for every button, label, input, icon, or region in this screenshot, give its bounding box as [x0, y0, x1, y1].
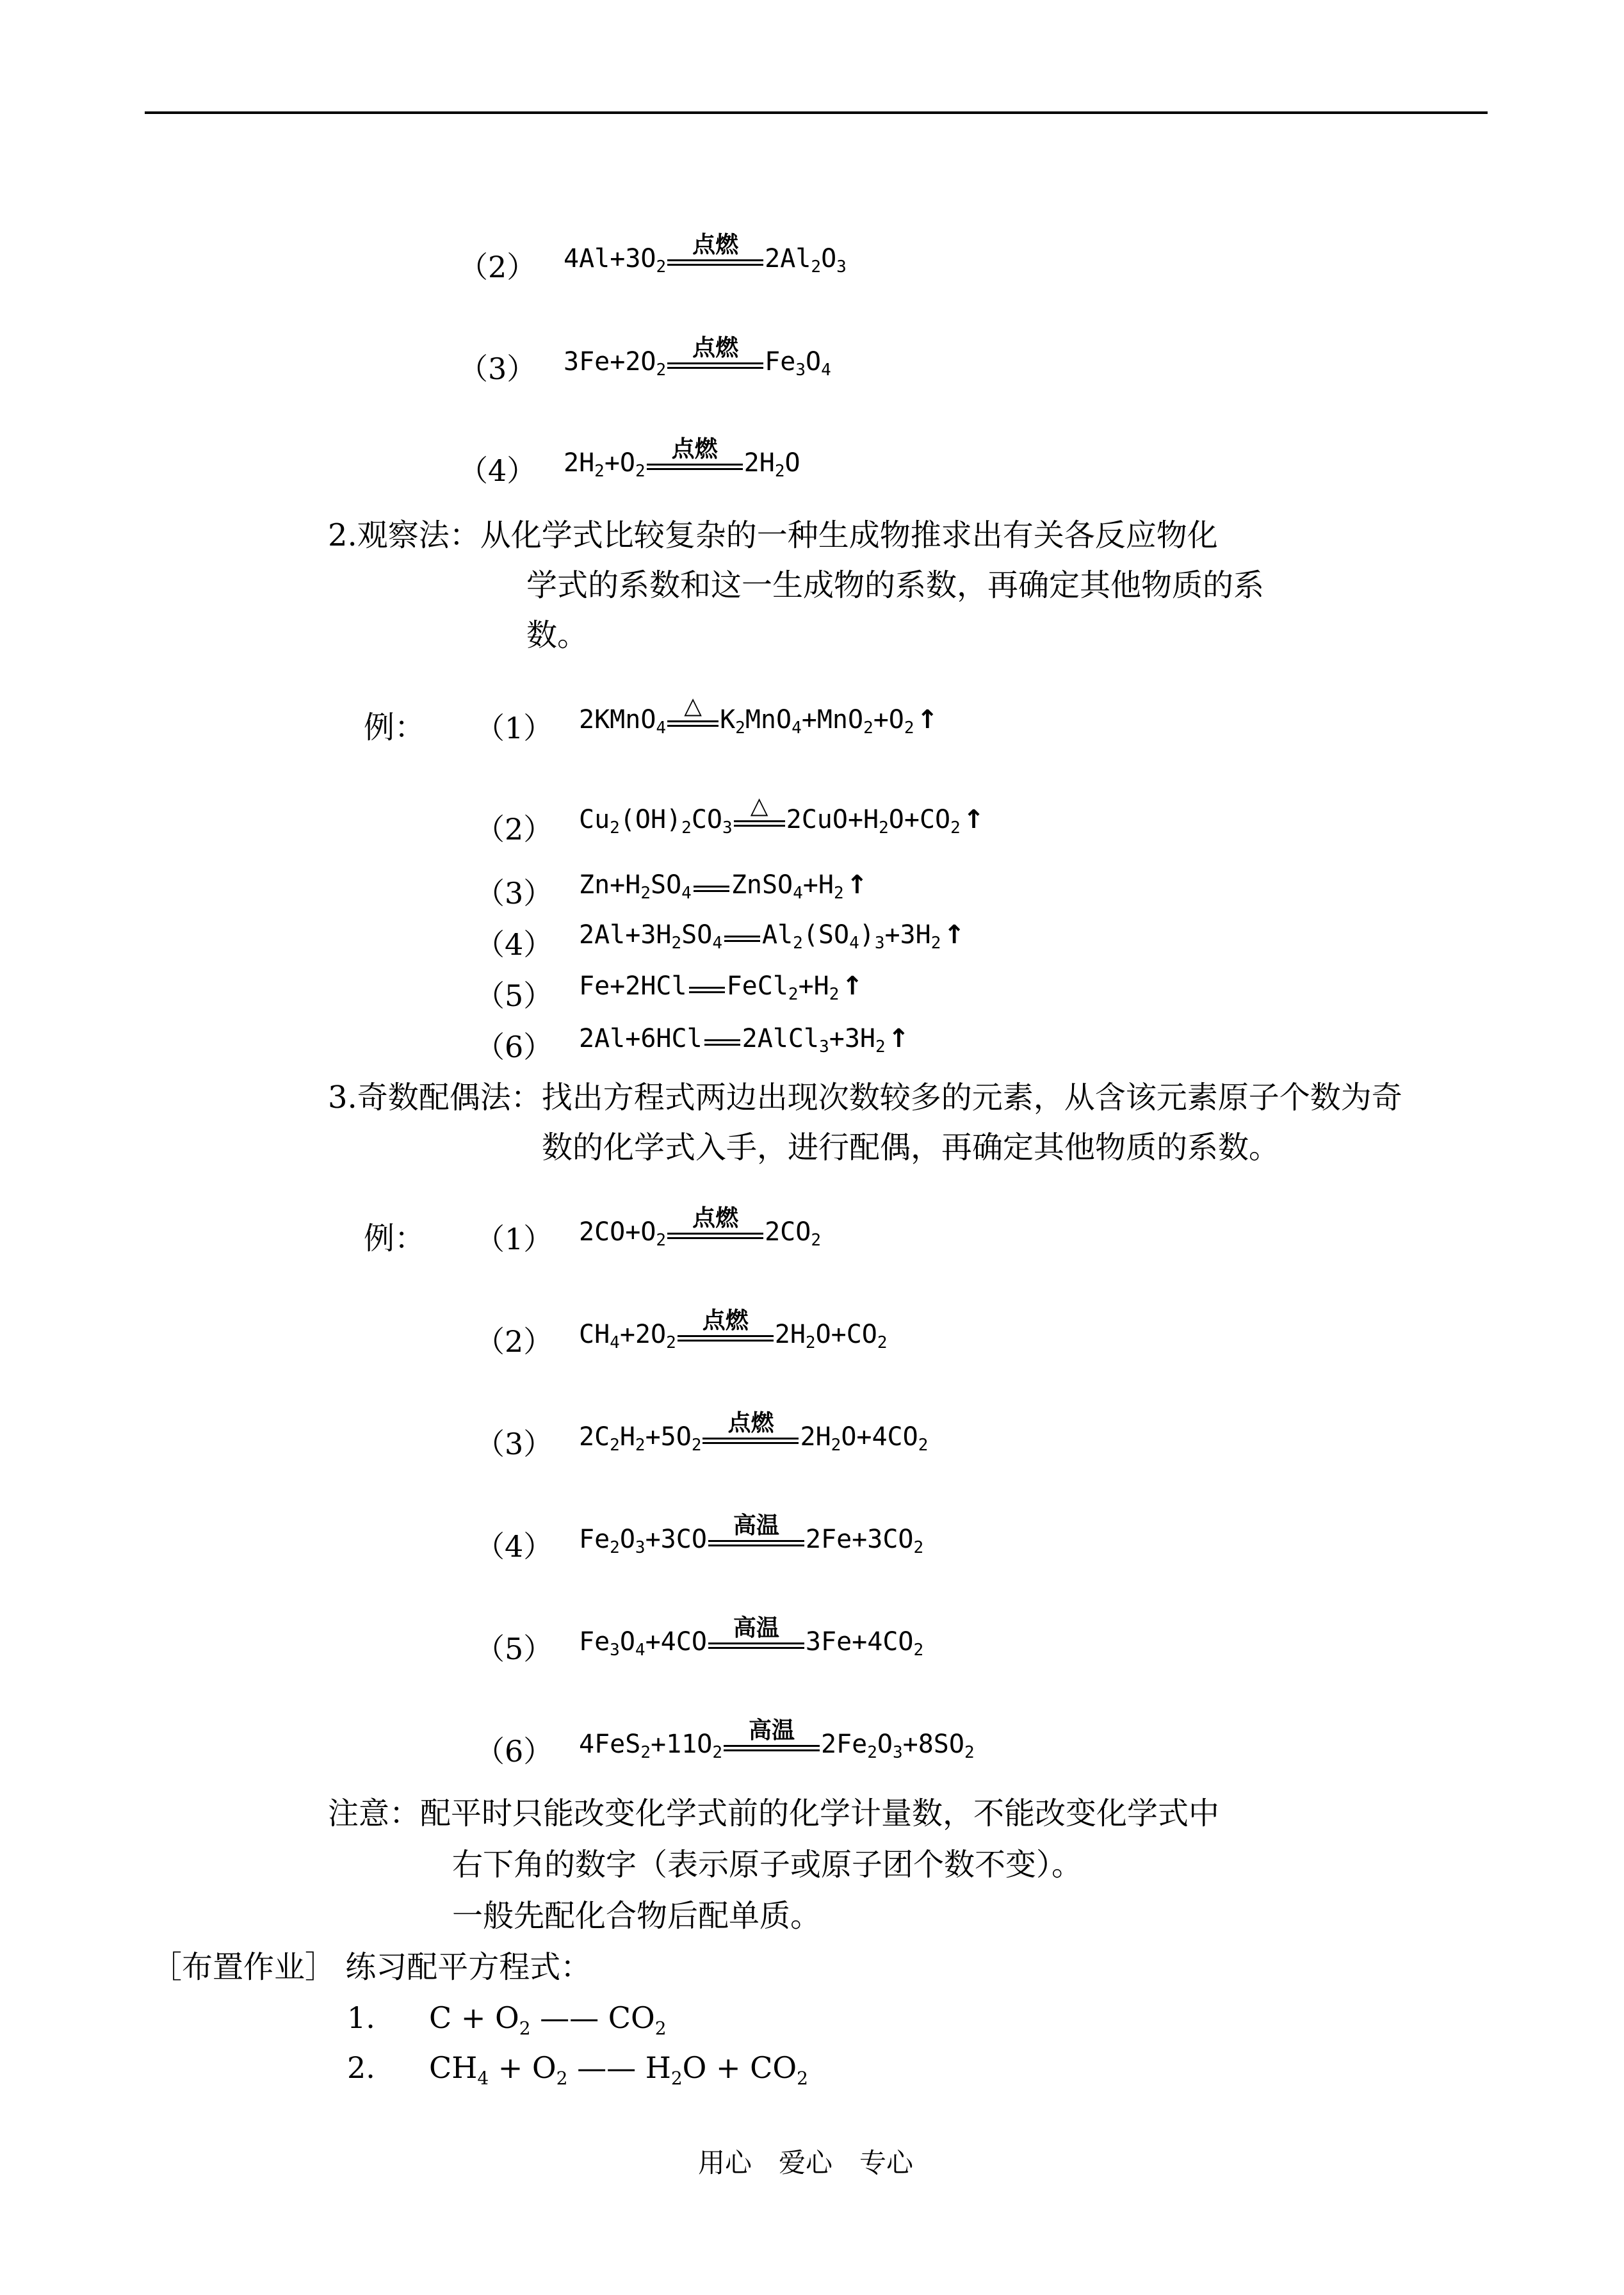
m2-eq5: [579, 971, 863, 1004]
gas-arrow-icon: ↑: [841, 971, 863, 1001]
equation-rhs: $2H_2O+CO_2$: [774, 1320, 888, 1352]
equation-lhs: 2Al+6HCl: [579, 1024, 702, 1053]
reaction-condition-label: 点燃: [692, 1205, 739, 1231]
equation-lhs: Fe+2HCl: [579, 971, 687, 1001]
equation-lhs: 2KMnO$_4$: [579, 705, 667, 738]
note-line2: 右下角的数字（表示原子或原子团个数不变）。: [452, 1847, 1083, 1883]
equation-lhs: $Fe_2O_3+3CO$: [579, 1525, 707, 1557]
m3-example-label: 例：: [364, 1220, 426, 1256]
m3-eq2-index: （2）: [475, 1324, 553, 1359]
m2-eq6: [579, 1024, 910, 1057]
equation-lhs: $Zn+H_2SO_4$: [579, 870, 692, 903]
equals-sign: [694, 886, 729, 892]
reaction-condition-sign: [667, 693, 719, 727]
reaction-condition-sign: [667, 1205, 763, 1239]
m1-eq2-index: （2）: [459, 250, 537, 284]
gas-arrow-icon: ↑: [943, 920, 965, 950]
equation-rhs: $2CO_2$: [765, 1217, 821, 1250]
m3-eq5-index: （5）: [475, 1632, 553, 1666]
m1-eq3: [564, 335, 831, 380]
equals-sign: [724, 936, 760, 942]
m3-eq3-index: （3）: [475, 1427, 553, 1461]
m3-eq4: [579, 1512, 924, 1557]
reaction-condition-label: △: [684, 693, 702, 719]
m2-title: 2.观察法：从化学式比较复杂的一种生成物推求出有关各反应物化: [328, 517, 1218, 553]
reaction-condition-sign: [667, 232, 763, 266]
m2-eq3: [579, 870, 868, 903]
header-rule: [145, 111, 1488, 114]
equation-rhs: $2CuO+H_2O+CO_2$: [786, 805, 961, 838]
note-line1: 注意：配平时只能改变化学式前的化学计量数，不能改变化学式中: [328, 1796, 1220, 1831]
reaction-condition-sign: [667, 335, 763, 369]
m3-eq6-index: （6）: [475, 1734, 553, 1769]
reaction-condition-sign: [647, 436, 743, 470]
reaction-condition-label: 点燃: [702, 1308, 749, 1334]
equation-rhs: $Al_2(SO_4)_3+3H_2$: [761, 920, 941, 953]
reaction-condition-label: 点燃: [671, 436, 718, 462]
equation-rhs: $ZnSO_4+H_2$: [731, 870, 844, 903]
m2-eq4-index: （4）: [475, 927, 553, 962]
m2-eq2-index: （2）: [475, 812, 553, 847]
page-footer: 用心 爱心 专心: [698, 2147, 914, 2178]
equation-rhs: $2H_2O+4CO_2$: [800, 1422, 929, 1455]
reaction-condition-sign: [702, 1410, 799, 1444]
equation-lhs: $CH_4+2O_2$: [579, 1320, 676, 1352]
m1-eq3-index: （3）: [459, 352, 537, 386]
gas-arrow-icon: ↑: [916, 705, 939, 734]
m3-eq1-index: （1）: [475, 1222, 553, 1256]
equation-rhs: $2Al_2O_3$: [765, 244, 847, 277]
m2-eq4: [579, 920, 965, 953]
m2-eq3-index: （3）: [475, 876, 553, 911]
homework-item-1: $C + O_2$ —— $CO_2$: [429, 2000, 667, 2039]
equation-rhs: $2Fe_2O_3+8SO_2$: [820, 1730, 975, 1762]
m2-eq1: [579, 693, 939, 738]
reaction-condition-label: 高温: [748, 1717, 795, 1744]
equation-rhs: $2AlCl_3+3H_2$: [742, 1024, 886, 1057]
equation-lhs: $3Fe+2O_2$: [564, 347, 667, 380]
reaction-condition-label: △: [750, 793, 768, 819]
gas-arrow-icon: ↑: [846, 870, 868, 900]
reaction-condition-sign: [708, 1615, 804, 1649]
m2-line2: 学式的系数和这一生成物的系数，再确定其他物质的系: [526, 567, 1265, 603]
m3-eq1: [579, 1205, 821, 1250]
homework-heading: ［布置作业］ 练习配平方程式：: [151, 1949, 592, 1985]
reaction-condition-label: 高温: [733, 1512, 779, 1539]
m3-line2: 数的化学式入手，进行配偶，再确定其他物质的系数。: [542, 1130, 1280, 1165]
equation-rhs: $2H_2O$: [743, 448, 800, 481]
equation-lhs: $4FeS_2+11O_2$: [579, 1730, 722, 1762]
m3-title: 3.奇数配偶法：找出方程式两边出现次数较多的元素，从含该元素原子个数为奇: [328, 1080, 1402, 1115]
equation-lhs: $2Al+3H_2SO_4$: [579, 920, 722, 953]
m1-eq2: [564, 232, 847, 277]
m2-eq1-index: （1）: [475, 711, 553, 745]
equals-sign: [704, 1039, 740, 1046]
equation-rhs: $2Fe+3CO_2$: [805, 1525, 924, 1557]
m3-eq2: [579, 1308, 888, 1352]
equation-rhs: $FeCl_2+H_2$: [726, 971, 840, 1004]
equation-lhs: $Fe_3O_4+4CO$: [579, 1627, 707, 1660]
m3-eq5: [579, 1615, 924, 1660]
m1-eq4: [564, 436, 800, 481]
equation-lhs: $2C_2H_2+5O_2$: [579, 1422, 702, 1455]
homework-item-2: $CH_4 + O_2$ —— $H_2O + CO_2$: [429, 2050, 808, 2089]
equation-rhs: $K_2MnO_4+MnO_2+O_2$: [720, 705, 914, 738]
homework-item-2-number: 2.: [347, 2050, 375, 2085]
equation-lhs: $Cu_2(OH)_2CO_3$: [579, 805, 733, 838]
equation-lhs: $2CO+O_2$: [579, 1217, 667, 1250]
gas-arrow-icon: ↑: [888, 1024, 910, 1053]
equation-rhs: $Fe_3O_4$: [765, 347, 831, 380]
reaction-condition-label: 点燃: [727, 1410, 774, 1436]
homework-item-1-number: 1.: [347, 2000, 375, 2035]
reaction-condition-sign: [724, 1717, 820, 1751]
m2-eq6-index: （6）: [475, 1030, 553, 1064]
m2-example-label: 例：: [364, 710, 426, 745]
equals-sign: [689, 987, 725, 993]
equation-lhs: $4Al+3O_2$: [564, 244, 667, 277]
reaction-condition-label: 高温: [733, 1615, 779, 1641]
reaction-condition-sign: [678, 1308, 774, 1342]
m3-eq4-index: （4）: [475, 1529, 553, 1564]
m1-eq4-index: （4）: [459, 453, 537, 488]
m3-eq6: [579, 1717, 975, 1762]
reaction-condition-label: 点燃: [692, 335, 739, 361]
gas-arrow-icon: ↑: [962, 805, 985, 834]
m2-line3: 数。: [526, 617, 589, 653]
m2-eq2: [579, 793, 985, 838]
reaction-condition-sign: [708, 1512, 804, 1546]
note-line3: 一般先配化合物后配单质。: [452, 1898, 822, 1934]
m3-eq3: [579, 1410, 929, 1455]
equation-lhs: $2H_2+O_2$: [564, 448, 646, 481]
reaction-condition-sign: [734, 793, 785, 827]
m2-eq5-index: （5）: [475, 978, 553, 1013]
equation-rhs: $3Fe+4CO_2$: [805, 1627, 924, 1660]
reaction-condition-label: 点燃: [692, 232, 739, 258]
